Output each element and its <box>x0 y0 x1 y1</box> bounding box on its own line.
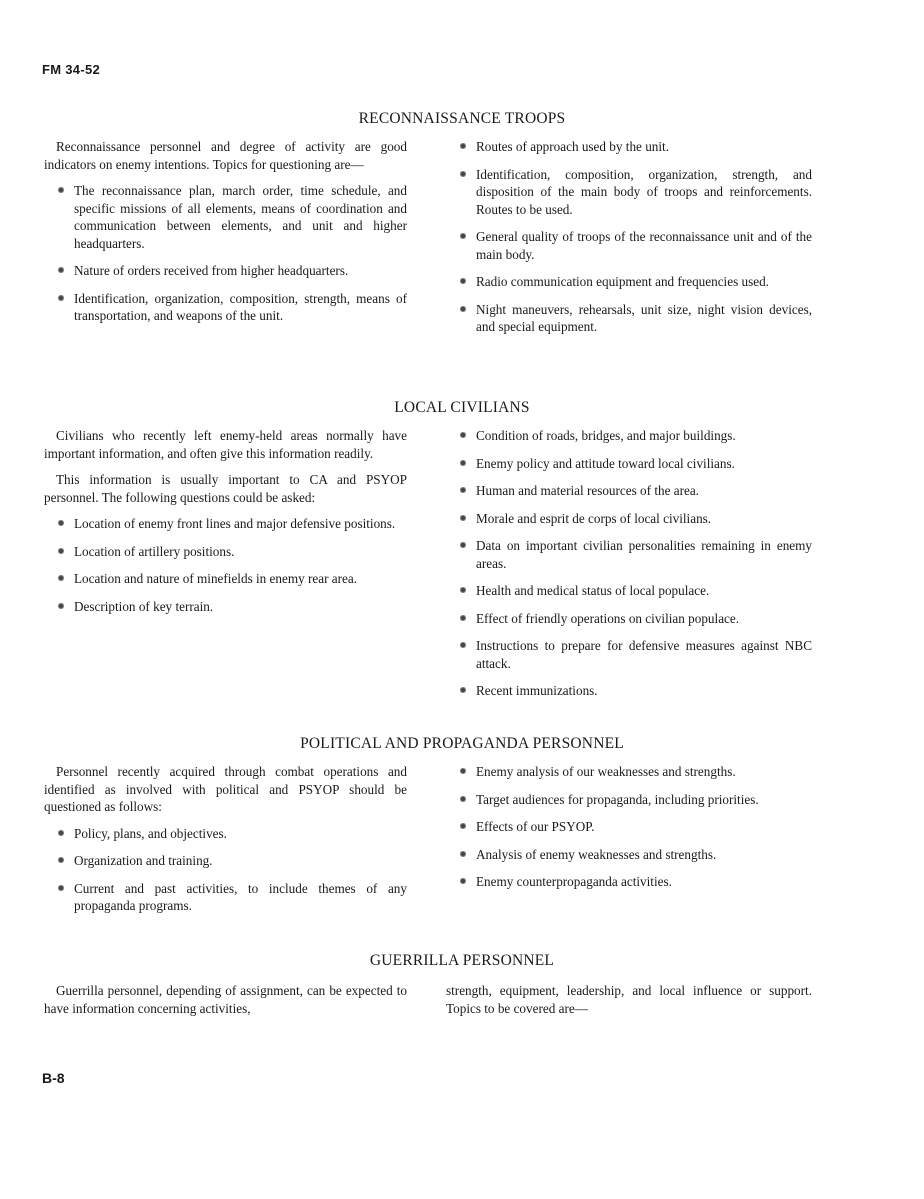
bullet-icon <box>460 306 466 312</box>
left-column <box>44 138 407 335</box>
list-item: Health and medical status of local populace. <box>446 582 812 600</box>
section-guerrilla-personnel <box>0 952 924 1016</box>
section-title: RECONNAISSANCE TROOPS <box>358 110 566 127</box>
left-column <box>44 763 407 925</box>
list-item: Nature of orders received from higher headquarters. <box>44 262 407 280</box>
list-item: Identification, organization, composition, strength, means of transportation, and weapons of the unit. <box>44 290 407 325</box>
bullet-icon <box>460 143 466 149</box>
list-item: Instructions to prepare for defensive measures against NBC attack. <box>446 637 812 672</box>
bullet-icon <box>58 548 64 554</box>
section-local-civilians <box>0 399 924 698</box>
list-item: Effects of our PSYOP. <box>446 818 812 836</box>
bullet-icon <box>460 615 466 621</box>
list-item: Routes of approach used by the unit. <box>446 138 812 156</box>
bullet-icon <box>460 432 466 438</box>
bullet-icon <box>58 857 64 863</box>
bullet-icon <box>460 171 466 177</box>
bullet-icon <box>58 520 64 526</box>
list-item: Condition of roads, bridges, and major buildings. <box>446 427 812 445</box>
list-item: Location of artillery positions. <box>44 543 407 561</box>
list-item: Location of enemy front lines and major defensive positions. <box>44 515 407 533</box>
list-item: Enemy policy and attitude toward local civilians. <box>446 455 812 473</box>
bullet-icon <box>460 542 466 548</box>
list-item: General quality of troops of the reconnaissance unit and of the main body. <box>446 228 812 263</box>
bullet-icon <box>460 460 466 466</box>
bullet-icon <box>460 823 466 829</box>
list-item: Location and nature of minefields in enemy rear area. <box>44 570 407 588</box>
list-item: Identification, composition, organization, strength, and disposition of the main body of troops and reinforcements. Routes to be used. <box>446 166 812 219</box>
list-item: Night maneuvers, rehearsals, unit size, night vision devices, and special equipment. <box>446 301 812 336</box>
page-number: B-8 <box>42 1070 65 1086</box>
bullet-icon <box>58 603 64 609</box>
right-column <box>446 138 812 346</box>
section-title: GUERRILLA PERSONNEL <box>369 952 555 969</box>
list-item: Data on important civilian personalities remaining in enemy areas. <box>446 537 812 572</box>
list-item: Analysis of enemy weaknesses and strengths. <box>446 846 812 864</box>
bullet-icon <box>460 878 466 884</box>
paragraph: This information is usually important to CA and PSYOP personnel. The following questions could be asked: <box>44 472 407 505</box>
paragraph: Civilians who recently left enemy-held areas normally have important information, and often give this information readily. <box>44 428 407 461</box>
bullet-icon <box>58 187 64 193</box>
list-item: Morale and esprit de corps of local civilians. <box>446 510 812 528</box>
list-item: Policy, plans, and objectives. <box>44 825 407 843</box>
right-column <box>446 763 812 901</box>
bullet-icon <box>460 642 466 648</box>
list-item: Effect of friendly operations on civilian populace. <box>446 610 812 628</box>
list-item: Target audiences for propaganda, including priorities. <box>446 791 812 809</box>
bullet-icon <box>460 587 466 593</box>
list-item: Radio communication equipment and frequencies used. <box>446 273 812 291</box>
section-title: POLITICAL AND PROPAGANDA PERSONNEL <box>300 735 624 752</box>
bullet-icon <box>58 830 64 836</box>
right-column <box>446 427 812 710</box>
list-item: Organization and training. <box>44 852 407 870</box>
bullet-icon <box>460 278 466 284</box>
paragraph: strength, equipment, leadership, and local influence or support. Topics to be covered are— <box>446 983 812 1016</box>
bullet-icon <box>460 796 466 802</box>
list-item: The reconnaissance plan, march order, time schedule, and specific missions of all elements, means of coordination and communication between elements, and unit and higher headquarters. <box>44 182 407 252</box>
list-item: Enemy analysis of our weaknesses and strengths. <box>446 763 812 781</box>
bullet-icon <box>460 687 466 693</box>
list-item: Human and material resources of the area. <box>446 482 812 500</box>
section-title: LOCAL CIVILIANS <box>394 399 530 416</box>
list-item: Current and past activities, to include themes of any propaganda programs. <box>44 880 407 915</box>
list-item: Enemy counterpropaganda activities. <box>446 873 812 891</box>
bullet-icon <box>460 851 466 857</box>
left-column <box>44 982 407 1026</box>
section-reconnaissance-troops <box>0 110 924 334</box>
left-column <box>44 427 407 625</box>
paragraph: Guerrilla personnel, depending of assignment, can be expected to have information concerning activities, <box>44 983 407 1016</box>
section-political-propaganda-personnel <box>0 735 924 913</box>
page-header-id: FM 34-52 <box>42 62 101 77</box>
paragraph: Reconnaissance personnel and degree of activity are good indicators on enemy intentions. Topics for questioning are— <box>44 139 407 172</box>
bullet-icon <box>58 267 64 273</box>
bullet-icon <box>460 487 466 493</box>
paragraph: Personnel recently acquired through combat operations and identified as involved with political and PSYOP should be questioned as follows: <box>44 764 407 814</box>
bullet-icon <box>460 515 466 521</box>
list-item: Description of key terrain. <box>44 598 407 616</box>
right-column <box>446 982 812 1026</box>
bullet-icon <box>58 885 64 891</box>
list-item: Recent immunizations. <box>446 682 812 700</box>
bullet-icon <box>58 575 64 581</box>
bullet-icon <box>58 295 64 301</box>
bullet-icon <box>460 233 466 239</box>
bullet-icon <box>460 768 466 774</box>
